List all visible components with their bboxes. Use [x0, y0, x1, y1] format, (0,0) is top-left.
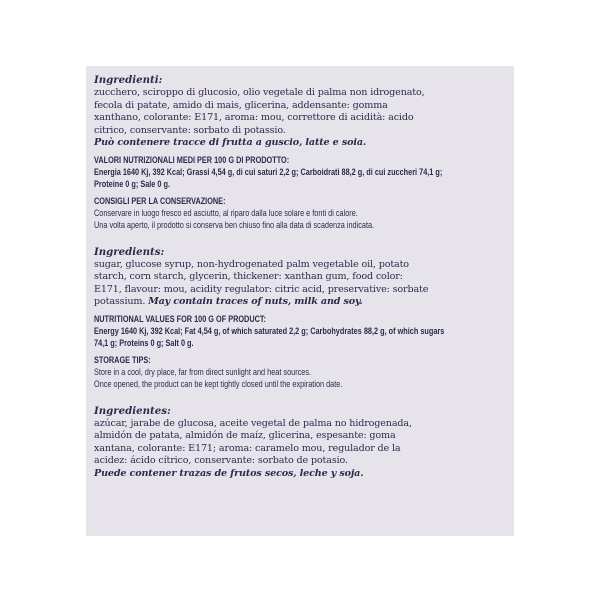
spanish-ingredients-heading: Ingredientes:: [94, 404, 171, 417]
english-ingredients-text: [94, 259, 506, 309]
english-nutrition-line: 74,1 g; Proteins 0 g; Salt 0 g.: [94, 337, 194, 349]
spanish-section: [94, 405, 506, 481]
english-ingredients-last-line: [94, 296, 506, 309]
english-storage-line: Store in a cool, dry place, far from direct sunlight and heat sources.: [94, 365, 312, 377]
english-ingredients-tail: potassium.: [94, 296, 149, 308]
italian-storage-heading: CONSIGLI PER LA CONSERVAZIONE:: [94, 194, 226, 206]
italian-storage-line: Una volta aperto, il prodotto si conserva ben chiuso fino alla data di scadenza indicata.: [94, 219, 375, 231]
italian-section: [94, 74, 506, 232]
italian-storage-line: Conservare in luogo fresco ed asciutto, al riparo dalla luce solare e fonti di calore.: [94, 206, 358, 218]
english-storage-heading: STORAGE TIPS:: [94, 353, 151, 365]
english-nutrition-line: Energy 1640 Kj, 392 Kcal; Fat 4,54 g, of which saturated 2,2 g; Carbohydrates 88,2 g, of which sugars: [94, 324, 445, 336]
english-ingredients-line: starch, corn starch, glycerin, thickener: xanthan gum, food color:: [94, 271, 403, 283]
english-ingredients-line: E171, flavour: mou, acidity regulator: citric acid, preservative: sorbate: [94, 283, 429, 295]
spanish-ingredients-line: azúcar, jarabe de glucosa, aceite vegetal de palma no hidrogenada,: [94, 417, 412, 429]
spanish-ingredients-line: almidón de patata, almidón de maíz, glicerina, espesante: goma: [94, 430, 396, 442]
italian-nutrition-line: Energia 1640 Kj, 392 Kcal; Grassi 4,54 g, di cui saturi 2,2 g; Carboidrati 88,2 g, di cui zuccheri 74,1 g;: [94, 165, 443, 177]
spanish-allergen-warning: Puede contener trazas de frutos secos, leche y soja.: [94, 467, 364, 479]
italian-ingredients-line: citrico, conservante: sorbato di potassio.: [94, 124, 286, 136]
italian-ingredients-heading: Ingredienti:: [94, 74, 163, 86]
italian-ingredients-text: [94, 87, 506, 150]
english-ingredients-heading: Ingredients:: [94, 245, 165, 258]
english-storage-text: [94, 366, 505, 391]
italian-ingredients-line: xanthano, colorante: E171, aroma: mou, correttore di acidità: acido: [94, 112, 414, 124]
italian-allergen-warning: Può contenere tracce di frutta a guscio, latte e soia.: [94, 137, 367, 149]
spanish-ingredients-line: xantana, colorante: E171; aroma: caramelo mou, regulador de la: [94, 442, 401, 454]
italian-nutrition-heading: VALORI NUTRIZIONALI MEDI PER 100 G DI PRODOTTO:: [94, 153, 290, 165]
spanish-ingredients-text: [94, 418, 506, 481]
italian-ingredients-line: zucchero, sciroppo di glucosio, olio vegetale di palma non idrogenato,: [94, 87, 425, 98]
italian-storage-text: [94, 207, 505, 232]
english-nutrition-text: [94, 325, 505, 350]
english-allergen-warning: May contain traces of nuts, milk and soy.: [148, 296, 363, 308]
spanish-ingredients-line: acidez: ácido cítrico, conservante: sorbato de potasio.: [94, 455, 348, 467]
english-storage-line: Once opened, the product can be kept tightly closed until the expiration date.: [94, 378, 343, 390]
english-nutrition-heading: NUTRITIONAL VALUES FOR 100 G OF PRODUCT:: [94, 312, 266, 324]
italian-nutrition-text: [94, 166, 505, 191]
english-section: [94, 246, 506, 391]
italian-nutrition-line: Proteine 0 g; Sale 0 g.: [94, 178, 171, 190]
english-ingredients-line: sugar, glucose syrup, non-hydrogenated palm vegetable oil, potato: [94, 258, 409, 270]
italian-ingredients-line: fecola di patate, amido di mais, glicerina, addensante: gomma: [94, 99, 388, 111]
ingredient-label-panel: [86, 66, 514, 536]
